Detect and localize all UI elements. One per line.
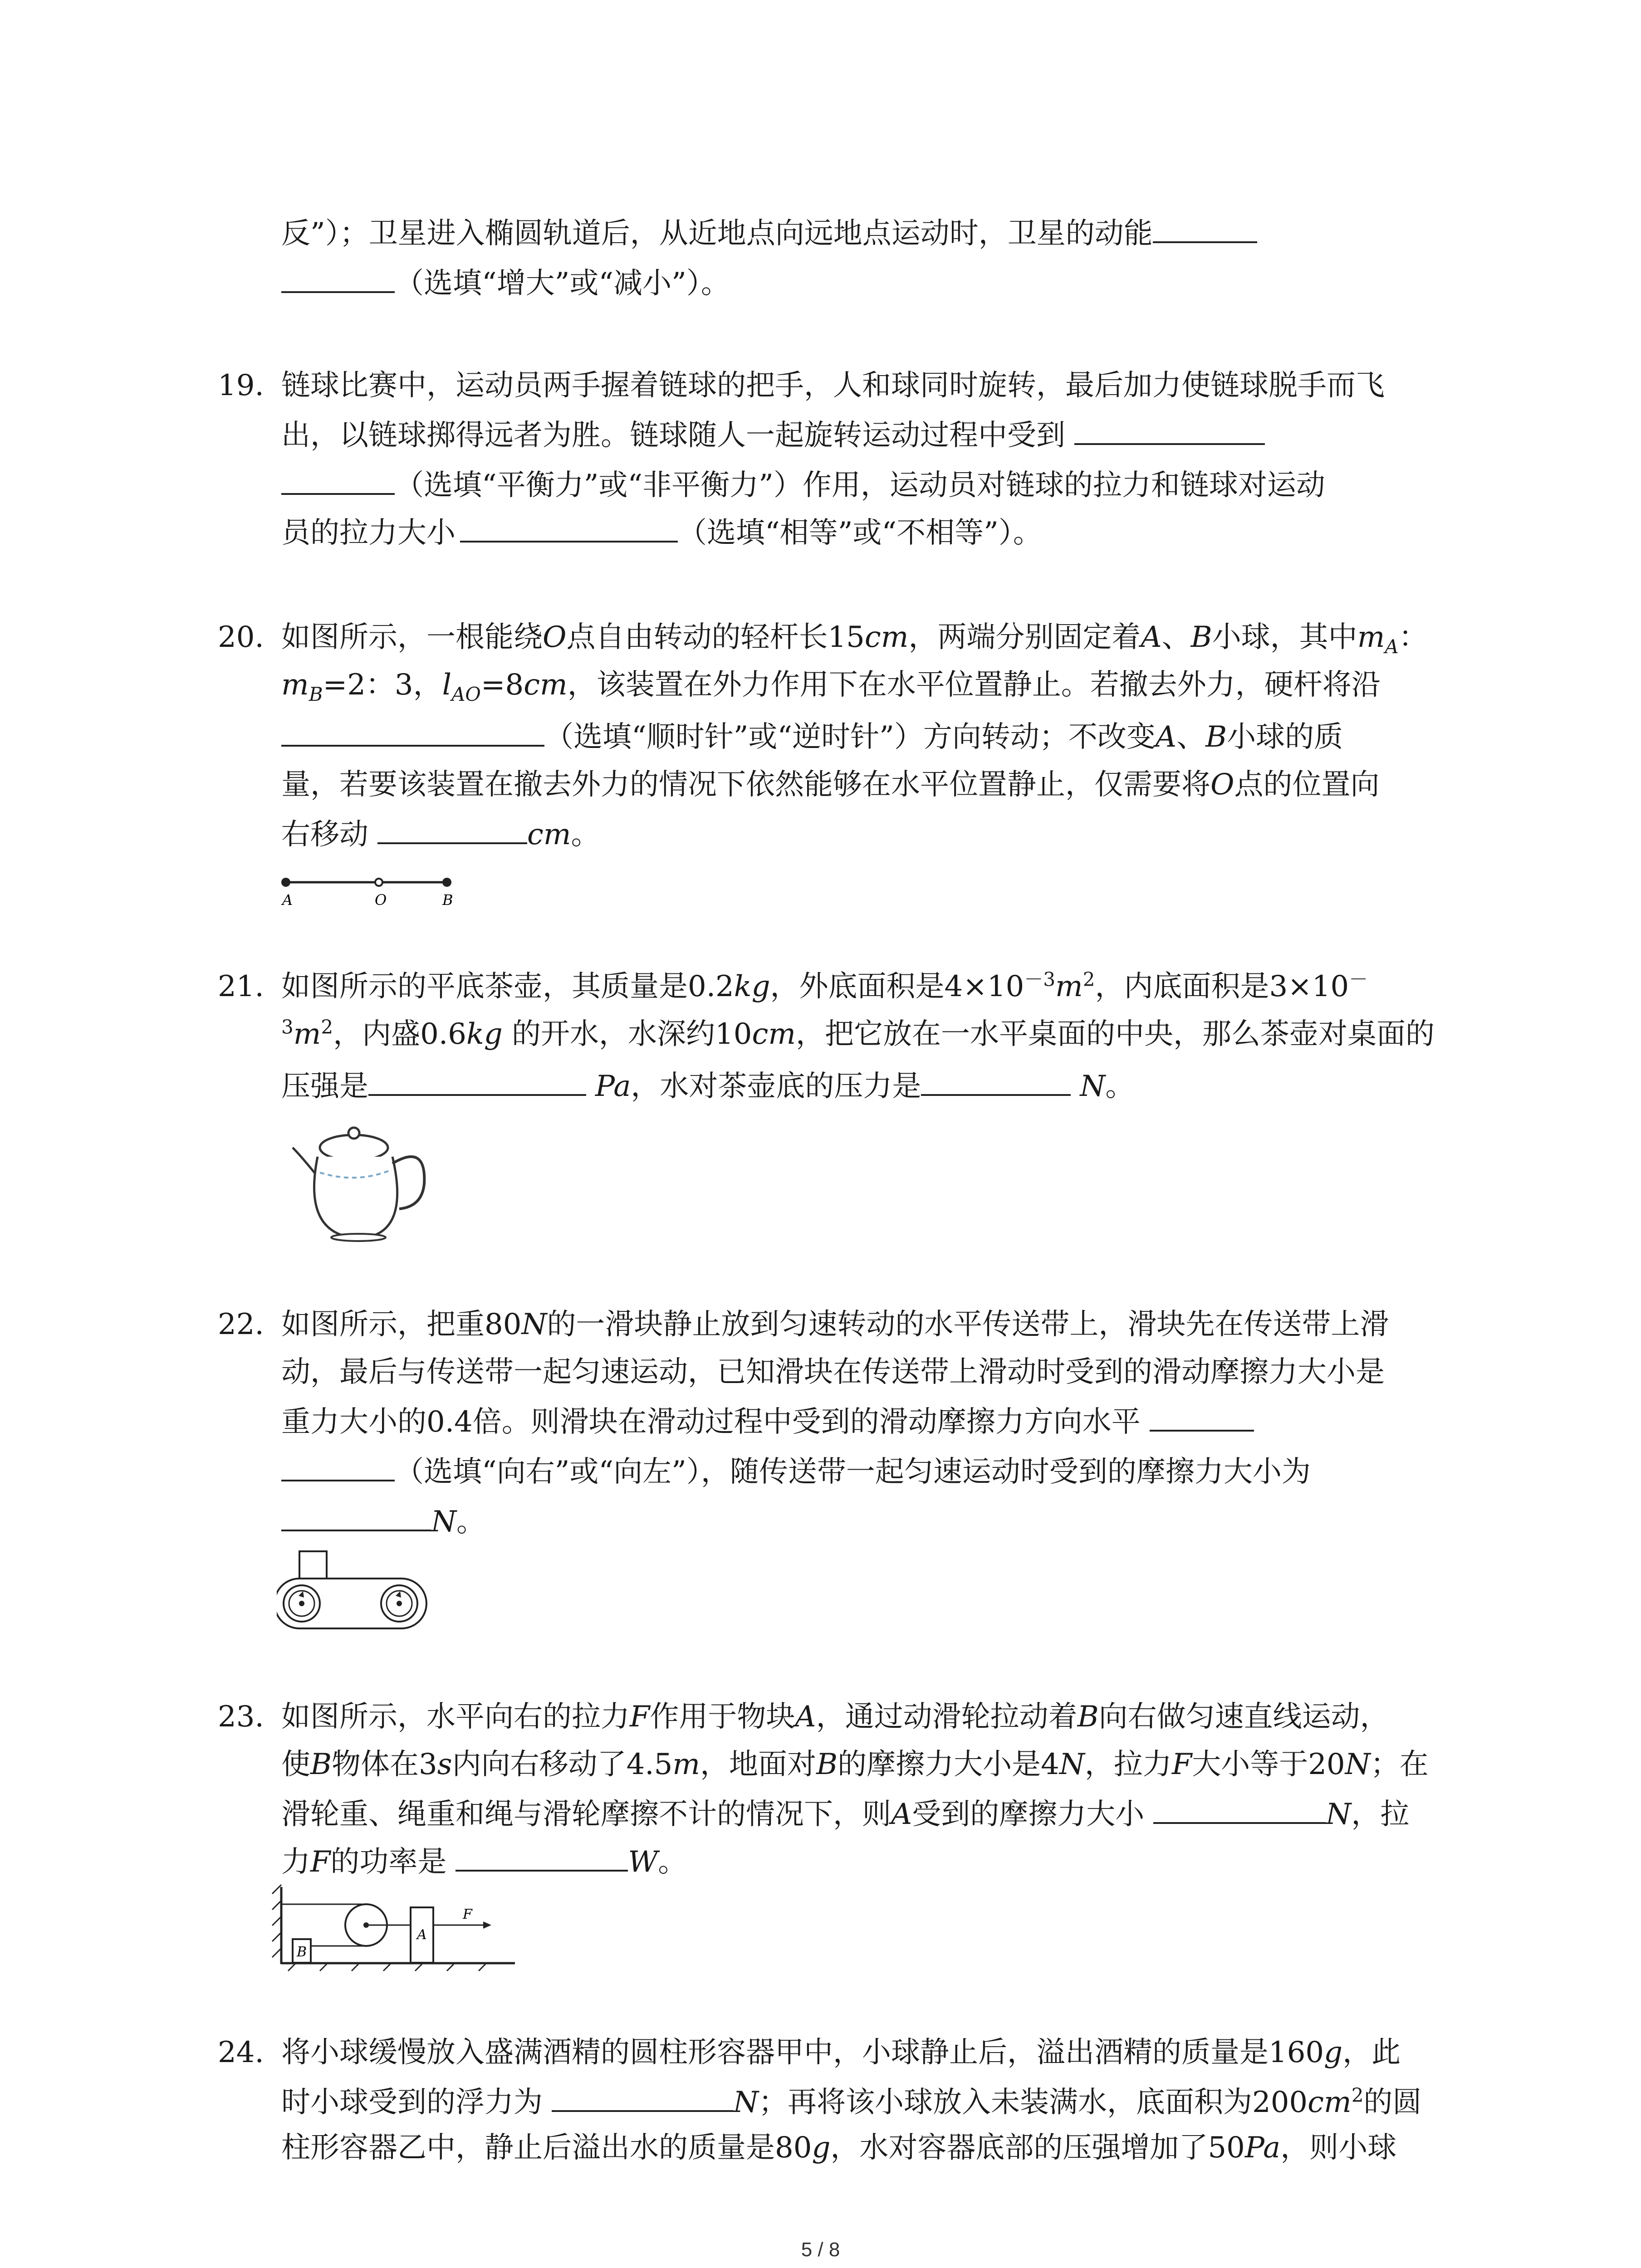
text: ，把它放在一水平桌面的中央，那么茶壶对桌面的	[796, 1017, 1435, 1051]
exponent: 2	[1351, 2084, 1364, 2107]
text: ，内底面积是3×10	[1095, 970, 1349, 1003]
var: A	[1141, 621, 1162, 654]
text: 向右做匀速直线运动，	[1098, 1700, 1389, 1734]
q19-line-2	[281, 415, 1265, 454]
var: B	[310, 1748, 332, 1781]
unit: g	[1324, 2036, 1343, 2069]
unit: N	[431, 1505, 456, 1539]
answer-blank[interactable]	[456, 1842, 628, 1872]
q22-line-4	[281, 1452, 1311, 1490]
teapot-base	[331, 1234, 386, 1241]
unit: g	[812, 2131, 831, 2165]
var: m	[281, 668, 309, 702]
unit: m	[293, 1017, 321, 1051]
text: ；在	[1370, 1748, 1429, 1781]
text: 使	[281, 1748, 310, 1781]
text: 点自由转动的轻杆长15	[566, 621, 865, 654]
text: 动，最后与传送带一起匀速运动，已知滑块在传送带上滑动时受到的滑动摩擦力大小是	[281, 1355, 1385, 1389]
text: 。	[571, 818, 600, 851]
ball-a	[281, 878, 290, 887]
text: 如图所示，把重80	[281, 1308, 522, 1341]
conveyor-figure	[277, 1542, 440, 1633]
text: =2：3，	[323, 668, 442, 702]
text: =8	[480, 668, 524, 702]
answer-blank[interactable]	[281, 1452, 395, 1481]
text: 压强是	[281, 1070, 368, 1103]
var: B	[1205, 720, 1227, 754]
unit: cm	[524, 668, 568, 702]
text: 如图所示的平底茶壶，其质量是0.2	[281, 970, 734, 1003]
text: ，水对容器底部的压强增加了50	[830, 2131, 1245, 2165]
var: B	[816, 1748, 838, 1781]
var: A	[891, 1798, 912, 1831]
label-a: A	[282, 891, 293, 909]
unit: N	[1080, 1070, 1106, 1103]
hatch	[352, 1964, 358, 1971]
text: 的摩擦力大小是4	[838, 1748, 1059, 1781]
pulley-figure	[270, 1882, 524, 1973]
text: 力	[281, 1845, 310, 1879]
unit: s	[437, 1748, 452, 1781]
right-axle	[397, 1601, 402, 1606]
text: 出，以链球掷得远者为胜。链球随人一起旋转运动过程中受到	[281, 419, 1065, 452]
var: F	[1171, 1748, 1192, 1781]
answer-blank[interactable]	[281, 263, 395, 293]
answer-blank[interactable]	[377, 814, 527, 844]
slider-block	[299, 1551, 327, 1579]
text: 受到的摩擦力大小	[912, 1798, 1145, 1831]
answer-blank[interactable]	[460, 513, 678, 543]
q23-line-2	[281, 1746, 1429, 1783]
hatch	[383, 1964, 390, 1971]
q22-line-2	[281, 1354, 1385, 1390]
text: ；再将该小球放入未装满水，底面积为200	[759, 2086, 1308, 2119]
text: 小球的质	[1227, 720, 1343, 754]
question-number: 19.	[218, 369, 264, 402]
label-b: B	[442, 891, 453, 909]
q22-line-5	[281, 1501, 485, 1540]
q24-line-2	[281, 2082, 1421, 2121]
label-a: A	[417, 1927, 427, 1943]
subscript: AO	[451, 683, 481, 705]
exponent: 2	[1083, 968, 1095, 991]
unit: cm	[752, 1017, 796, 1051]
unit: N	[1059, 1748, 1085, 1781]
q18-line-2	[281, 263, 730, 302]
unit: N	[1345, 1748, 1371, 1781]
unit: kg	[466, 1017, 503, 1051]
question-number: 21.	[218, 970, 264, 1003]
answer-blank[interactable]	[1074, 415, 1265, 445]
text: 滑轮重、绳重和绳与滑轮摩擦不计的情况下，则	[281, 1798, 891, 1831]
text: ，两端分别固定着	[908, 621, 1141, 654]
answer-blank[interactable]	[281, 1501, 431, 1531]
text: 物体在3	[332, 1748, 437, 1781]
text: ，水对茶壶底的压力是	[631, 1070, 921, 1103]
answer-blank[interactable]	[921, 1066, 1071, 1096]
text: 、	[1161, 621, 1191, 654]
pivot-o	[375, 879, 382, 886]
text: ：	[1398, 621, 1428, 654]
label-b: B	[297, 1944, 307, 1960]
label-f: F	[463, 1906, 472, 1922]
text: ，内盛0.6	[333, 1017, 466, 1051]
var: F	[630, 1700, 650, 1734]
q21-line-3	[281, 1066, 1134, 1105]
text: 作用于物块	[650, 1700, 795, 1734]
var: B	[1077, 1700, 1099, 1734]
text: 大小等于20	[1192, 1748, 1345, 1781]
subscript: B	[309, 683, 323, 705]
text: （选填“平衡力”或“非平衡力”）作用，运动员对链球的拉力和链球对运动	[395, 469, 1325, 502]
text: 的开水，水深约10	[502, 1017, 752, 1051]
unit: m	[672, 1748, 700, 1781]
left-axle	[299, 1601, 304, 1606]
text: 量，若要该装置在撤去外力的情况下依然能够在水平位置静止，仅需要将	[281, 768, 1210, 802]
page-number: 5 / 8	[801, 2239, 840, 2261]
hatch	[272, 1948, 281, 1957]
answer-blank[interactable]	[1153, 1794, 1326, 1824]
q20-line-2	[281, 667, 1381, 703]
text: 内向右移动了4.5	[452, 1748, 673, 1781]
var: A	[1155, 720, 1177, 754]
var: O	[543, 621, 567, 654]
question-number: 22.	[218, 1308, 264, 1341]
text: ，地面对	[700, 1748, 817, 1781]
text: 右移动	[281, 818, 368, 851]
hatch	[288, 1964, 295, 1971]
subscript: A	[1385, 635, 1399, 658]
hatch	[272, 1916, 281, 1926]
question-number: 20.	[218, 621, 264, 654]
unit: N	[733, 2086, 759, 2119]
exponent: －3	[1024, 968, 1056, 991]
teapot-body	[314, 1157, 397, 1236]
text: 小球，其中	[1212, 621, 1357, 654]
text: 的功率是	[330, 1845, 447, 1879]
text: 如图所示，水平向右的拉力	[281, 1700, 630, 1734]
hatch	[272, 1901, 281, 1910]
unit: cm	[864, 621, 909, 654]
text: ，通过动滑轮拉动着	[816, 1700, 1078, 1734]
text: 员的拉力大小	[281, 516, 456, 550]
q23-line-3	[281, 1794, 1409, 1833]
text: 如图所示，一根能绕	[281, 621, 543, 654]
unit: Pa	[1244, 2131, 1281, 2165]
q23-line-1	[281, 1699, 1389, 1735]
text: ，拉力	[1084, 1748, 1172, 1781]
var: B	[1190, 621, 1212, 654]
answer-blank[interactable]	[281, 717, 544, 747]
exponent: 3	[281, 1016, 294, 1038]
unit: N	[1326, 1798, 1352, 1831]
unit: kg	[734, 970, 770, 1003]
question-number: 23.	[218, 1700, 264, 1734]
q23-line-4	[281, 1842, 687, 1880]
var: m	[1357, 621, 1385, 654]
text: ，该装置在外力作用下在水平位置静止。若撤去外力，硬杆将沿	[567, 668, 1381, 702]
text: 柱形容器乙中，静止后溢出水的质量是80	[281, 2131, 812, 2165]
exponent: 2	[321, 1016, 333, 1038]
question-number: 24.	[218, 2036, 264, 2069]
var: F	[310, 1845, 331, 1879]
var: A	[795, 1700, 816, 1734]
hatch	[272, 1885, 281, 1894]
text: 时小球受到的浮力为	[281, 2086, 543, 2119]
answer-blank[interactable]	[1153, 213, 1257, 243]
text: 链球比赛中，运动员两手握着链球的把手，人和球同时旋转，最后加力使链球脱手而飞	[281, 369, 1385, 402]
text: 将小球缓慢放入盛满酒精的圆柱形容器甲中，小球静止后，溢出酒精的质量是160	[281, 2036, 1324, 2069]
q24-line-3	[281, 2130, 1396, 2166]
text: （选填“增大”或“减小”）。	[395, 267, 730, 300]
text: （选填“向右”或“向左”），随传送带一起匀速运动时受到的摩擦力大小为	[395, 1455, 1311, 1489]
hatch	[447, 1964, 454, 1971]
text: 。	[658, 1845, 687, 1879]
q22-line-3	[281, 1402, 1254, 1440]
answer-blank[interactable]	[368, 1066, 586, 1096]
text: ，拉	[1351, 1798, 1410, 1831]
text: ，此	[1342, 2036, 1401, 2069]
answer-blank[interactable]	[1150, 1402, 1254, 1432]
text: 。	[1105, 1070, 1135, 1103]
unit: N	[521, 1308, 547, 1341]
text: ，外底面积是4×10	[770, 970, 1024, 1003]
unit: cm	[1308, 2086, 1352, 2119]
text: 反”）；卫星进入椭圆轨道后，从近地点向远地点运动时，卫星的动能	[281, 217, 1153, 250]
text: 的圆	[1363, 2086, 1422, 2119]
text: 点的位置向	[1234, 768, 1380, 802]
text: ，则小球	[1280, 2131, 1397, 2165]
answer-blank[interactable]	[552, 2082, 733, 2112]
hatch	[415, 1964, 422, 1971]
text: 的一滑块静止放到匀速转动的水平传送带上，滑块先在传送带上滑	[547, 1308, 1389, 1341]
q19-line-1	[281, 367, 1385, 404]
unit: W	[628, 1845, 658, 1879]
force-arrowhead	[483, 1921, 491, 1929]
hatch	[479, 1964, 485, 1971]
text: （选填“顺时针”或“逆时针”）方向转动；不改变	[544, 720, 1156, 754]
q18-line-1	[281, 213, 1257, 252]
q19-line-3	[281, 465, 1325, 503]
q20-line-4	[281, 767, 1379, 803]
hatch	[272, 1932, 281, 1941]
text: 。	[456, 1505, 485, 1539]
q20-line-3	[281, 717, 1343, 755]
unit: Pa	[595, 1070, 631, 1103]
exponent: －	[1349, 968, 1368, 991]
text: （选填“相等”或“不相等”）。	[678, 516, 1042, 550]
var: l	[442, 668, 452, 702]
q20-line-1	[281, 619, 1428, 658]
q21-line-1	[281, 968, 1368, 1005]
unit: cm	[527, 818, 571, 851]
q19-line-4	[281, 513, 1042, 551]
ball-b	[442, 878, 451, 887]
text: 、	[1176, 720, 1206, 754]
q21-line-2	[281, 1016, 1435, 1052]
var: O	[1210, 768, 1234, 802]
q22-line-1	[281, 1306, 1389, 1343]
text: 重力大小的0.4倍。则滑块在滑动过程中受到的滑动摩擦力方向水平	[281, 1405, 1141, 1439]
teapot-knob	[348, 1128, 359, 1139]
teapot-figure	[277, 1116, 449, 1247]
q20-line-5	[281, 814, 600, 853]
hatch	[320, 1964, 327, 1971]
answer-blank[interactable]	[281, 465, 395, 495]
q24-line-1	[281, 2034, 1401, 2071]
unit: m	[1055, 970, 1083, 1003]
lever-figure	[277, 869, 467, 909]
label-o: O	[375, 891, 387, 909]
